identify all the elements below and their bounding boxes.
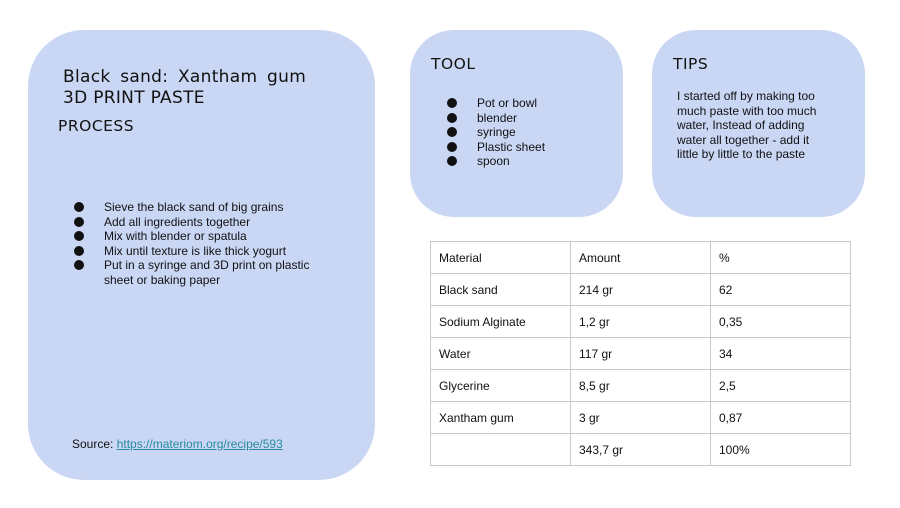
table-cell: 214 gr	[571, 274, 711, 306]
tips-text: I started off by making too much paste with too much water, Instead of adding water all together - add it little by little to the paste	[677, 89, 817, 161]
source-line	[72, 437, 283, 451]
table-header-row	[431, 242, 851, 274]
process-step-text: Mix with blender or spatula	[104, 229, 247, 243]
tool-list	[447, 96, 607, 169]
recipe-title-line-1: Black sand: Xantham gum	[63, 67, 307, 87]
table-row	[431, 370, 851, 402]
process-step-text: Add all ingredients together	[104, 214, 251, 229]
table-cell: Xantham gum	[431, 402, 571, 434]
process-heading: PROCESS	[58, 117, 135, 135]
bullet-icon	[447, 142, 457, 152]
table-cell: 1,2 gr	[571, 306, 711, 338]
tool-item-text: syringe	[477, 125, 516, 139]
table-cell: Glycerine	[431, 370, 571, 402]
table-cell: Sodium Alginate	[431, 306, 571, 338]
bullet-icon	[447, 127, 457, 137]
table-cell: 0,35	[711, 306, 851, 338]
source-label: Source:	[72, 437, 114, 451]
table-header-cell: Amount	[571, 242, 711, 274]
process-step	[74, 258, 334, 287]
table-cell: 0,87	[711, 402, 851, 434]
tool-heading: TOOL	[431, 55, 476, 73]
tool-item	[447, 111, 607, 126]
table-cell: Black sand	[431, 274, 571, 306]
process-step-text: Put in a syringe and 3D print on plastic sheet or baking paper	[104, 258, 310, 287]
table-cell: Water	[431, 338, 571, 370]
table-total-row	[431, 434, 851, 466]
bullet-icon	[74, 260, 84, 270]
table-cell: 343,7 gr	[571, 434, 711, 466]
materials-table	[430, 241, 851, 466]
process-step	[74, 229, 334, 244]
process-step-text: Sieve the black sand of big grains	[104, 200, 284, 214]
bullet-icon	[447, 156, 457, 166]
table-cell: 34	[711, 338, 851, 370]
table-row	[431, 306, 851, 338]
process-step	[74, 244, 334, 259]
bullet-icon	[447, 98, 457, 108]
tool-item	[447, 125, 607, 140]
table-row	[431, 274, 851, 306]
table-cell: 100%	[711, 434, 851, 466]
recipe-title-line-2: 3D PRINT PASTE	[63, 88, 205, 108]
process-step-text: Mix until texture is like thick yogurt	[104, 243, 287, 258]
tool-item	[447, 140, 607, 155]
process-step	[74, 200, 334, 215]
process-list	[74, 200, 334, 287]
table-cell: 8,5 gr	[571, 370, 711, 402]
bullet-icon	[74, 231, 84, 241]
recipe-title	[63, 67, 363, 109]
tool-item-text: blender	[477, 110, 518, 125]
recipe-card	[28, 30, 375, 480]
table-cell: 117 gr	[571, 338, 711, 370]
table-row	[431, 338, 851, 370]
table-cell: 62	[711, 274, 851, 306]
table-header-cell: Material	[431, 242, 571, 274]
tips-card	[652, 30, 865, 217]
tool-card	[410, 30, 623, 217]
bullet-icon	[74, 202, 84, 212]
tool-item-text: Pot or bowl	[477, 96, 538, 110]
tips-heading: TIPS	[673, 55, 709, 73]
bullet-icon	[74, 217, 84, 227]
source-link[interactable]: https://materiom.org/recipe/593	[116, 437, 283, 451]
table-cell	[431, 434, 571, 466]
table-cell: 3 gr	[571, 402, 711, 434]
process-step	[74, 215, 334, 230]
bullet-icon	[74, 246, 84, 256]
table-row	[431, 402, 851, 434]
tool-item-text: Plastic sheet	[477, 139, 546, 154]
table-cell: 2,5	[711, 370, 851, 402]
tool-item	[447, 96, 607, 111]
table-header-cell: %	[711, 242, 851, 274]
tool-item	[447, 154, 607, 169]
bullet-icon	[447, 113, 457, 123]
tool-item-text: spoon	[477, 154, 510, 168]
